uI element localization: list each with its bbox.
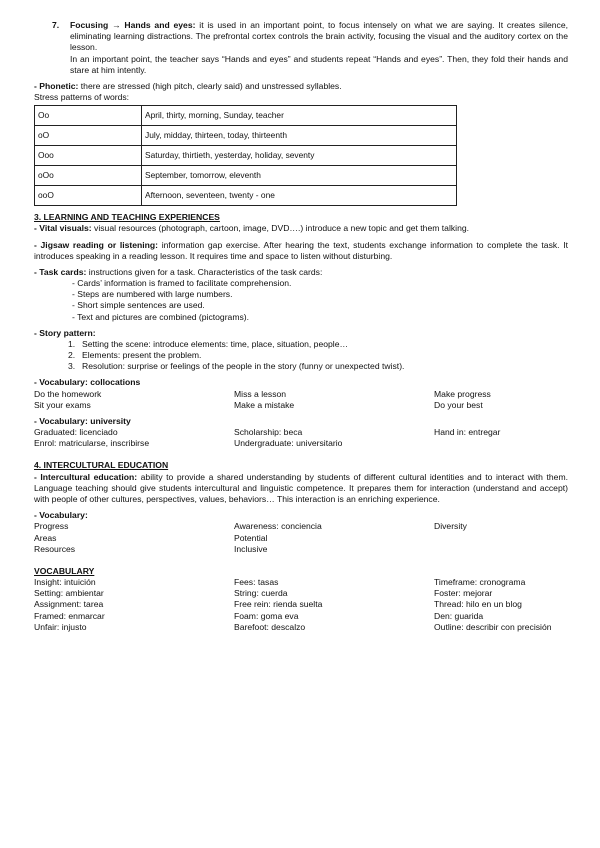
document-page	[34, 20, 568, 633]
section-4-heading: 4. INTERCULTURAL EDUCATION	[34, 460, 169, 471]
table-row	[35, 186, 457, 206]
grid-cell: Do your best	[434, 399, 483, 410]
vocabulary-grid	[34, 577, 568, 633]
grid-cell: Miss a lesson	[234, 388, 287, 399]
grid-cell: Hand in: entregar	[434, 427, 501, 438]
grid-cell: Framed: enmarcar	[34, 610, 105, 621]
stress-words-cell: Saturday, thirtieth, yesterday, holiday, seventy	[142, 146, 457, 166]
collocations-label: - Vocabulary: collocations	[34, 377, 141, 388]
item-7-text2: In an important point, the teacher says “Hands and eyes” and students repeat “Hands and eyes”. Then, they fold their hands and stare at him intently.	[70, 53, 568, 75]
list-number: 1.	[68, 338, 76, 349]
stress-pattern-cell: ooO	[35, 186, 142, 206]
task-cards-label: - Task cards:	[34, 266, 87, 277]
stress-table-caption: Stress patterns of words:	[34, 92, 130, 103]
list-item	[68, 361, 568, 372]
section-4-vocab-grid	[34, 521, 568, 555]
list-text: Resolution: surprise or feelings of the people in the story (funny or unexpected twist).	[82, 361, 405, 372]
collocations-grid	[34, 389, 568, 411]
jigsaw-label: - Jigsaw reading or listening:	[34, 239, 159, 250]
stress-words-cell: Afternoon, seventeen, twenty - one	[142, 186, 457, 206]
grid-cell: Den: guarida	[434, 610, 484, 621]
section-3-heading: 3. LEARNING AND TEACHING EXPERIENCES	[34, 212, 220, 223]
story-pattern-label: - Story pattern:	[34, 327, 96, 338]
grid-cell: Outline: describir con precisión	[434, 621, 552, 632]
grid-cell: Inclusive	[234, 543, 268, 554]
grid-cell: Diversity	[434, 521, 467, 532]
intercultural-text: ability to provide a shared understanding by students of different cultural identities and to interact with them. Language teaching should give students intercultural and linguistic competence. It prepares them for interaction (understand and accept) with people of other cultures, perspectives, values, behaviors… This interaction is an enriching experience.	[34, 471, 569, 504]
task-cards-text: instructions given for a task. Characteristics of the task cards:	[88, 266, 323, 277]
table-row	[35, 106, 457, 126]
list-number: 3.	[68, 361, 76, 372]
grid-cell: Potential	[234, 532, 268, 543]
table-row	[35, 166, 457, 186]
grid-cell: Progress	[34, 521, 69, 532]
grid-cell: Do the homework	[34, 388, 102, 399]
grid-cell: Insight: intuición	[34, 577, 96, 588]
grid-cell: Sit your exams	[34, 399, 91, 410]
list-item: - Cards’ information is framed to facilitate comprehension.	[72, 278, 292, 289]
grid-cell	[434, 544, 568, 555]
grid-cell: Make a mistake	[234, 399, 295, 410]
stress-words-cell: July, midday, thirteen, today, thirteenth	[142, 126, 457, 146]
grid-cell: Unfair: injusto	[34, 621, 87, 632]
university-label: - Vocabulary: university	[34, 415, 131, 426]
grid-cell: String: cuerda	[234, 588, 288, 599]
grid-cell: Undergraduate: universitario	[234, 438, 343, 449]
grid-cell: Barefoot: descalzo	[234, 621, 306, 632]
grid-cell: Make progress	[434, 388, 491, 399]
grid-cell: Thread: hilo en un blog	[434, 599, 522, 610]
grid-cell: Scholarship: beca	[234, 427, 303, 438]
intercultural-education	[34, 472, 568, 506]
item-7-title: Focusing → Hands and eyes:	[70, 20, 196, 30]
university-grid	[34, 427, 568, 449]
phonetic-text: there are stressed (high pitch, clearly said) and unstressed syllables.	[80, 80, 342, 91]
grid-cell: Areas	[34, 532, 57, 543]
list-text: Elements: present the problem.	[82, 350, 202, 361]
grid-cell: Resources	[34, 543, 76, 554]
task-cards-list	[34, 278, 568, 323]
phonetic-paragraph	[34, 81, 568, 92]
list-item: - Steps are numbered with large numbers.	[72, 289, 233, 300]
grid-cell: Foster: mejorar	[434, 588, 493, 599]
item-7-text1: it is used in an important point, to focus intensely on what we are saying. It creates silence, eliminating learning distractions. The prefrontal cortex controls the brain activity, focusing the visual and the auditory cortex on the lesson.	[70, 20, 569, 53]
phonetic-label: - Phonetic:	[34, 80, 79, 91]
grid-cell: Fees: tasas	[234, 577, 279, 588]
task-cards	[34, 267, 568, 278]
grid-cell: Awareness: conciencia	[234, 521, 322, 532]
section-4-vocab-label: - Vocabulary:	[34, 510, 88, 521]
jigsaw-text: information gap exercise. After hearing the text, students exchange information to complete the task. It introduces speaking in a reading lesson. It requires time and space to listen without disturbing.	[34, 239, 568, 261]
grid-cell: Enrol: matricularse, inscribirse	[34, 438, 150, 449]
table-row	[35, 126, 457, 146]
grid-cell: Foam: goma eva	[234, 610, 299, 621]
grid-cell: Free rein: rienda suelta	[234, 599, 323, 610]
grid-cell: Graduated: licenciado	[34, 427, 118, 438]
list-item: - Text and pictures are combined (pictograms).	[72, 311, 250, 322]
stress-pattern-cell: oOo	[35, 166, 142, 186]
list-text: Setting the scene: introduce elements: time, place, situation, people…	[82, 338, 349, 349]
item-7	[34, 20, 568, 76]
vital-visuals-text: visual resources (photograph, cartoon, image, DVD….) introduce a new topic and get them talking.	[94, 223, 470, 234]
list-item	[68, 339, 568, 350]
stress-patterns-table	[34, 105, 457, 206]
grid-cell	[434, 533, 568, 544]
list-item: - Short simple sentences are used.	[72, 300, 205, 311]
stress-pattern-cell: Ooo	[35, 146, 142, 166]
list-number: 2.	[68, 350, 76, 361]
stress-words-cell: April, thirty, morning, Sunday, teacher	[142, 106, 457, 126]
stress-words-cell: September, tomorrow, eleventh	[142, 166, 457, 186]
table-row	[35, 146, 457, 166]
jigsaw-reading	[34, 240, 568, 262]
story-pattern-list	[34, 339, 568, 373]
vital-visuals	[34, 223, 568, 234]
vocabulary-heading: VOCABULARY	[34, 565, 95, 576]
grid-cell	[434, 438, 568, 449]
grid-cell: Setting: ambientar	[34, 588, 104, 599]
vital-visuals-label: - Vital visuals:	[34, 223, 92, 234]
stress-pattern-cell: oO	[35, 126, 142, 146]
intercultural-label: - Intercultural education:	[34, 471, 138, 482]
grid-cell: Timeframe: cronograma	[434, 577, 526, 588]
stress-pattern-cell: Oo	[35, 106, 142, 126]
grid-cell: Assignment: tarea	[34, 599, 104, 610]
item-7-number: 7.	[52, 20, 60, 30]
list-item	[68, 350, 568, 361]
